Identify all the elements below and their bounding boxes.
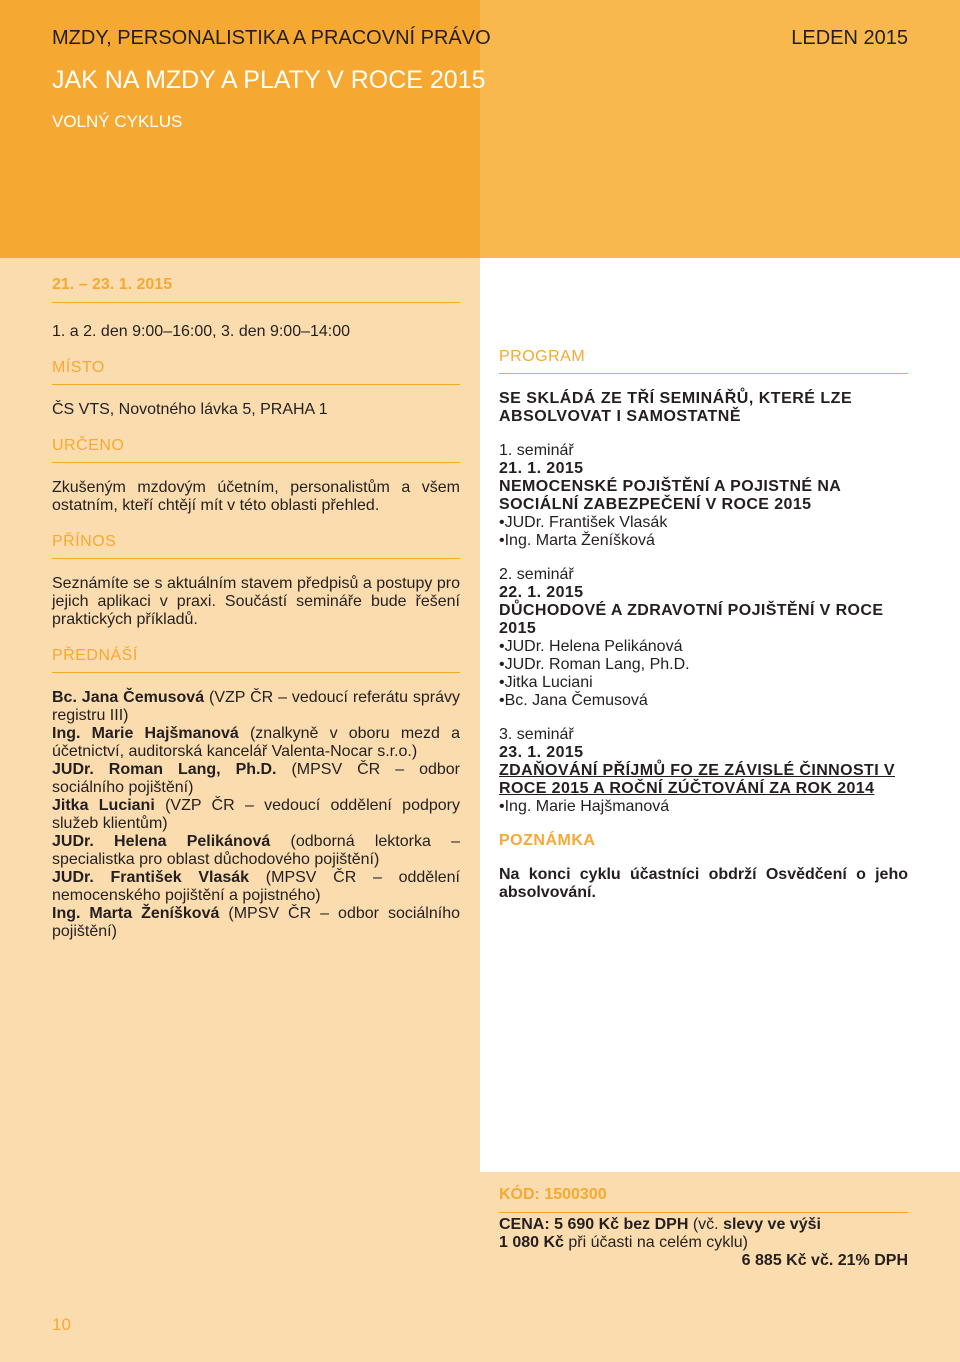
place-heading: MÍSTO xyxy=(52,359,460,385)
discount-note: při účasti na celém cyklu) xyxy=(563,1234,748,1251)
seminar-block xyxy=(499,442,908,550)
price-label: CENA: 5 690 Kč bez DPH xyxy=(499,1216,689,1233)
target-heading: URČENO xyxy=(52,437,460,463)
issue-date: LEDEN 2015 xyxy=(791,27,908,49)
lecturer-name: Jitka Luciani xyxy=(52,797,155,814)
price-vat-line xyxy=(499,1252,908,1270)
seminar-date: 22. 1. 2015 xyxy=(499,584,584,601)
seminar-title: ZDAŇOVÁNÍ PŘÍJMŮ FO ZE ZÁVISLÉ ČINNOSTI V ROCE 2015 A ROČNÍ ZÚČTOVÁNÍ ZA ROK 2014 xyxy=(499,762,895,797)
discount-amount: 1 080 Kč xyxy=(499,1234,564,1251)
seminar-block xyxy=(499,726,908,816)
price-incl: (vč. xyxy=(688,1216,724,1233)
seminar-block xyxy=(499,566,908,710)
seminar-lecturer: • Bc. Jana Čemusová xyxy=(499,692,908,710)
lecturer-name: JUDr. František Vlasák xyxy=(52,869,250,886)
lecturer-name: Ing. Marta Ženíšková xyxy=(52,905,220,922)
seminar-lecturers xyxy=(499,638,908,710)
price-block xyxy=(499,1216,908,1270)
note-text: Na konci cyklu účastníci obdrží Osvědčení o jeho absolvování. xyxy=(499,866,908,901)
lecturer-entry xyxy=(52,689,460,725)
discount-line xyxy=(499,1234,908,1252)
left-column xyxy=(52,276,460,941)
lecturer-entry xyxy=(52,725,460,761)
lecturers-heading: PŘEDNÁŠÍ xyxy=(52,647,460,673)
lecturer-entry xyxy=(52,833,460,869)
seminar-lecturer: • Ing. Marie Hajšmanová xyxy=(499,798,908,816)
lecturer-entry xyxy=(52,905,460,941)
page-title: JAK NA MZDY A PLATY V ROCE 2015 xyxy=(52,66,486,94)
seminar-date: 23. 1. 2015 xyxy=(499,744,584,761)
seminar-lecturer: • Jitka Luciani xyxy=(499,674,908,692)
seminar-lecturer: • JUDr. Roman Lang, Ph.D. xyxy=(499,656,908,674)
note-heading: POZNÁMKA xyxy=(499,832,596,849)
program-subheading: SE SKLÁDÁ ZE TŘÍ SEMINÁŘŮ, KTERÉ LZE ABSOLVOVAT I SAMOSTATNĚ xyxy=(499,390,853,425)
lecturer-entry xyxy=(52,797,460,833)
seminar-lecturers xyxy=(499,798,908,816)
target-text: Zkušeným mzdovým účetním, personalistům a všem ostatním, kteří chtějí mít v této oblasti přehled. xyxy=(52,479,460,514)
benefit-text: Seznámíte se s aktuálním stavem předpisů a postupy pro jejich aplikaci v praxi. Součástí semináře bude řešení praktických příkladů. xyxy=(52,575,460,628)
seminar-label: 2. seminář xyxy=(499,566,574,583)
page-number: 10 xyxy=(52,1315,71,1334)
seminar-title: DŮCHODOVÉ A ZDRAVOTNÍ POJIŠTĚNÍ V ROCE 2015 xyxy=(499,602,884,637)
lecturer-info: (odborná lektorka – specialistka pro oblast důchodového pojištění) xyxy=(52,833,460,868)
seminar-label: 3. seminář xyxy=(499,726,574,743)
lecturer-name: JUDr. Roman Lang, Ph.D. xyxy=(52,761,277,778)
seminar-lecturer: • Ing. Marta Ženíšková xyxy=(499,532,908,550)
benefit-heading: PŘÍNOS xyxy=(52,533,460,559)
lecturer-info: (MPSV ČR – odbor sociálního pojištění) xyxy=(52,905,461,940)
lecturer-info: (znalkyně v oboru mezd a účetnictví, auditorská kancelář Valenta-Nocar s.r.o.) xyxy=(52,725,460,760)
lecturer-name: Bc. Jana Čemusová xyxy=(52,689,205,706)
lecturer-name: Ing. Marie Hajšmanová xyxy=(52,725,239,742)
course-dates: 21. – 23. 1. 2015 xyxy=(52,276,460,303)
seminar-date: 21. 1. 2015 xyxy=(499,460,584,477)
course-times: 1. a 2. den 9:00–16:00, 3. den 9:00–14:00 xyxy=(52,323,351,340)
lecturer-entry xyxy=(52,869,460,905)
section-heading: MZDY, PERSONALISTIKA A PRACOVNÍ PRÁVO xyxy=(52,27,491,49)
course-code: KÓD: 1500300 xyxy=(499,1186,908,1213)
program-heading: PROGRAM xyxy=(499,348,908,374)
place-text: ČS VTS, Novotného lávka 5, PRAHA 1 xyxy=(52,401,328,418)
lecturer-list xyxy=(52,689,460,941)
price-line xyxy=(499,1216,908,1234)
seminar-lecturer: • JUDr. Helena Pelikánová xyxy=(499,638,908,656)
discount-label: slevy ve výši xyxy=(723,1216,821,1233)
price-vat: 6 885 Kč vč. 21% DPH xyxy=(741,1252,908,1269)
lecturer-info: (VZP ČR – vedoucí oddělení podpory služeb klientům) xyxy=(52,797,460,832)
seminar-title: NEMOCENSKÉ POJIŠTĚNÍ A POJISTNÉ NA SOCIÁLNÍ ZABEZPEČENÍ V ROCE 2015 xyxy=(499,478,841,513)
lecturer-info: (VZP ČR – vedoucí referátu správy registru III) xyxy=(52,689,461,724)
seminar-label: 1. seminář xyxy=(499,442,574,459)
lecturer-entry xyxy=(52,761,460,797)
lecturer-name: JUDr. Helena Pelikánová xyxy=(52,833,271,850)
right-column xyxy=(499,348,908,902)
seminar-lecturers xyxy=(499,514,908,550)
lecturer-info: (MPSV ČR – odbor sociálního pojištění) xyxy=(52,761,460,796)
seminar-lecturer: • JUDr. František Vlasák xyxy=(499,514,908,532)
page-subtitle: VOLNÝ CYKLUS xyxy=(52,112,183,131)
lecturer-info: (MPSV ČR – oddělení nemocenského pojištění a pojistného) xyxy=(52,869,460,904)
